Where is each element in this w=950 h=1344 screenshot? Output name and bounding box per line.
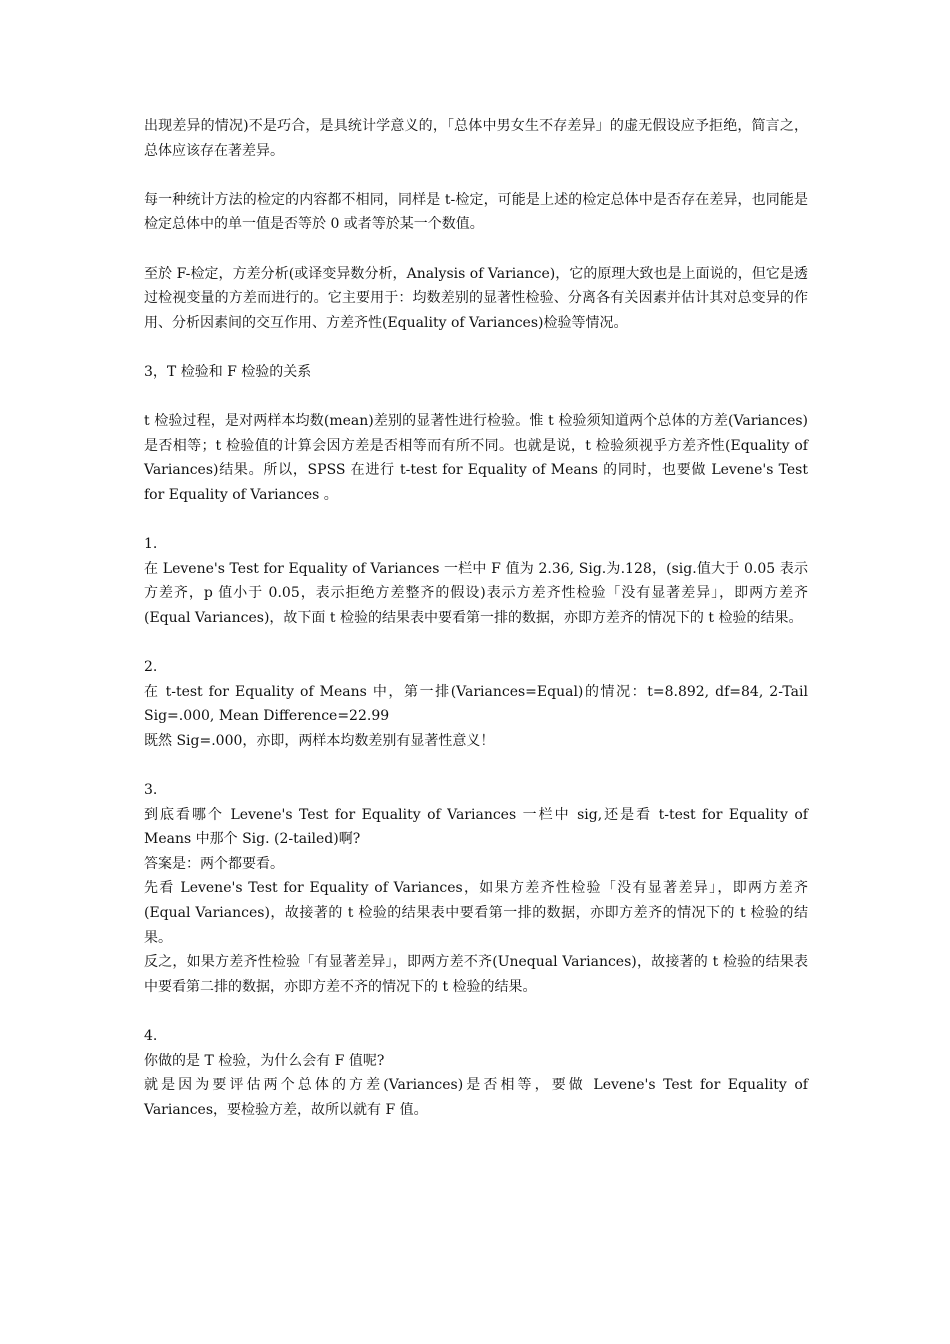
list-item-2 (144, 655, 808, 753)
item-text: 既然 Sig=.000，亦即，两样本均数差别有显著性意义！ (144, 732, 495, 749)
document-body (144, 114, 808, 1122)
item-number: 1. (144, 536, 158, 553)
section-heading-t-f-relation: 3，T 检验和 F 检验的关系 (144, 363, 312, 380)
paragraph-t-test-types: 每一种统计方法的检定的内容都不相同，同样是 t-检定，可能是上述的检定总体中是否存在差异，也同能是检定总体中的单一值是否等於 0 或者等於某一个数值。 (144, 191, 808, 233)
list-item-4 (144, 1024, 808, 1122)
paragraph-f-test: 至於 F-检定，方差分析(或译变异数分析，Analysis of Variance)，它的原理大致也是上面说的，但它是透过检视变量的方差而进行的。它主要用于：均数差别的显著性检验、分离各有关因素并估计其对总变异的作用、分析因素间的交互作用、方差齐性(Equality of Variances)检验等情况。 (144, 265, 808, 331)
paragraph-t-test-process: t 检验过程，是对两样本均数(mean)差别的显著性进行检验。惟 t 检验须知道两个总体的方差(Variances)是否相等；t 检验值的计算会因方差是否相等而有所不同。也就是说，t 检验须视乎方差齐性(Equality of Variances)结果。所以，SPSS 在进行 t-test for Equality of Means 的同时，也要做 Levene's Test for Equality of Variances 。 (144, 413, 808, 503)
item-question: 到底看哪个 Levene's Test for Equality of Variances 一栏中 sig,还是看 t-test for Equality of Means 中那个 Sig. (2-tailed)啊? (144, 806, 808, 848)
list-item-1 (144, 532, 808, 630)
item-number: 4. (144, 1027, 158, 1044)
paragraph-conclusion: 出现差异的情况)不是巧合，是具统计学意义的，「总体中男女生不存差异」的虚无假设应予拒绝，简言之，总体应该存在著差异。 (144, 118, 808, 159)
item-text: 先看 Levene's Test for Equality of Variances，如果方差齐性检验「没有显著差异」，即两方差齐(Equal Variances)，故接著的 t 检验的结果表中要看第一排的数据，亦即方差齐的情况下的 t 检验的结果。 (144, 880, 808, 946)
list-item-3 (144, 778, 808, 999)
item-text: 在 t-test for Equality of Means 中，第一排(Variances=Equal)的情况：t=8.892, df=84, 2-Tail Sig=.000, Mean Difference=22.99 (144, 683, 808, 725)
item-text: 反之，如果方差齐性检验「有显著差异」，即两方差不齐(Unequal Variances)，故接著的 t 检验的结果表中要看第二排的数据，亦即方差不齐的情况下的 t 检验的结果。 (144, 954, 808, 995)
item-number: 3. (144, 782, 158, 799)
item-number: 2. (144, 659, 158, 676)
item-text: 在 Levene's Test for Equality of Variances 一栏中 F 值为 2.36, Sig.为.128，(sig.值大于 0.05 表示方差齐，p 值小于 0.05，表示拒绝方差整齐的假设)表示方差齐性检验「没有显著差异」，即两方差齐(Equal Variances)，故下面 t 检验的结果表中要看第一排的数据，亦即方差齐的情况下的 t 检验的结果。 (144, 560, 808, 626)
item-answer: 答案是：两个都要看。 (144, 855, 284, 872)
item-question: 你做的是 T 检验，为什么会有 F 值呢? (144, 1052, 385, 1069)
item-text: 就是因为要评估两个总体的方差(Variances)是否相等，要做 Levene's Test for Equality of Variances，要检验方差，故所以就有 F 值。 (144, 1077, 808, 1118)
